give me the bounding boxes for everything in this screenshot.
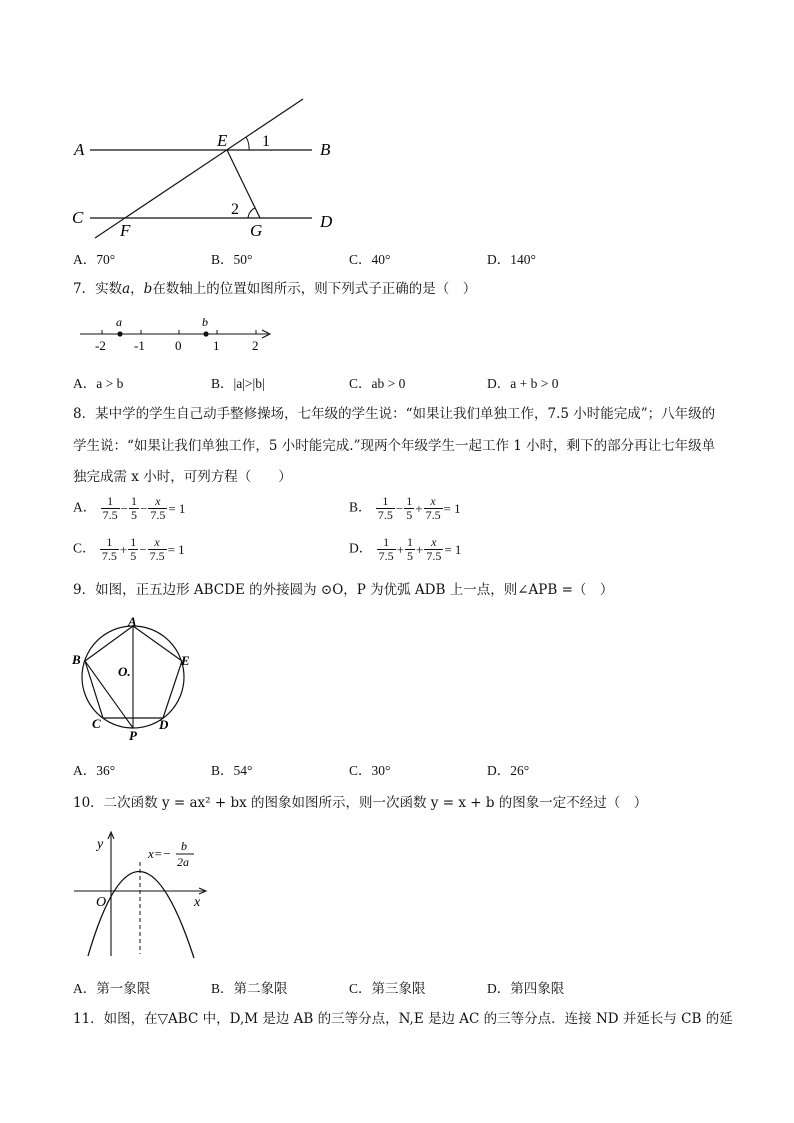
- q10-option-c[interactable]: C．第三象限: [349, 981, 426, 996]
- q9-option-c[interactable]: C．30°: [349, 763, 391, 778]
- q8-stem-line2: 学生说：“如果让我们单独工作，5 小时能完成.”现两个年级学生一起工作 1 小时，剩下的部分再让七年级单: [73, 438, 716, 454]
- tick-label: -1: [134, 338, 145, 353]
- q7-stem: 7．实数a，b在数轴上的位置如图所示，则下列式子正确的是（ ）: [73, 281, 477, 297]
- tick-label: 2: [252, 338, 259, 353]
- q9-stem: 9．如图，正五边形 ABCDE 的外接圆为 ⊙O，P 为优弧 ADB 上一点，则∠APB =（ ）: [73, 582, 614, 598]
- q10-option-b[interactable]: B．第二象限: [211, 981, 288, 996]
- q6-option-b[interactable]: B．50°: [211, 252, 253, 267]
- q10-option-d[interactable]: D．第四象限: [487, 981, 565, 996]
- figure-pentagon-circle: [66, 612, 206, 742]
- point-b: [203, 331, 208, 336]
- q7-option-a[interactable]: A．a > b: [73, 376, 124, 391]
- q6-option-c[interactable]: C．40°: [349, 252, 391, 267]
- q7-option-b[interactable]: B．|a|>|b|: [211, 376, 265, 391]
- tick-label: 1: [213, 338, 220, 353]
- angle-2-arc: [248, 208, 255, 218]
- tick-label: -2: [95, 338, 106, 353]
- pentagon-label-O: O.: [118, 664, 131, 679]
- q8-stem-line1: 8．某中学的学生自己动手整修操场，七年级的学生说：“如果让我们单独工作，7.5 小时能完成”；八年级的: [73, 406, 716, 422]
- q8-option-b[interactable]: B． $\frac{1}{7.5}$ − $\frac{1}{5}$ + $\frac{x}{7.5}$ = 1: [349, 494, 461, 522]
- label-B: B: [320, 140, 331, 159]
- figure-parabola: [66, 826, 216, 962]
- q9-option-b[interactable]: B．54°: [211, 763, 253, 778]
- label-G: G: [250, 221, 263, 240]
- axis-label-y: y: [97, 837, 104, 852]
- q8-option-c[interactable]: C． $\frac{1}{7.5}$ + $\frac{1}{5}$ − $\frac{x}{7.5}$ = 1: [73, 535, 185, 563]
- q7-option-c[interactable]: C．ab > 0: [349, 376, 406, 391]
- symmetry-label: x=−: [148, 846, 172, 861]
- label-A: A: [74, 140, 85, 159]
- q8-option-a[interactable]: A． $\frac{1}{7.5}$ − $\frac{1}{5}$ − $\frac{x}{7.5}$ = 1: [73, 494, 186, 522]
- pentagon-label-P: P: [129, 728, 137, 742]
- number-line: [72, 312, 282, 356]
- label-angle-1: 1: [262, 133, 270, 150]
- pentagon-label-D: D: [159, 717, 169, 732]
- numberline-label-b: b: [202, 315, 208, 329]
- symmetry-num: b: [181, 839, 187, 853]
- q8-stem-line3: 独完成需 x 小时，可列方程（ ）: [73, 469, 292, 485]
- label-D: D: [320, 212, 333, 231]
- numberline-label-a: a: [116, 315, 122, 329]
- origin-label: O: [96, 895, 107, 910]
- q8-option-d[interactable]: D． $\frac{1}{7.5}$ + $\frac{1}{5}$ + $\frac{x}{7.5}$ = 1: [349, 535, 462, 563]
- q6-option-d[interactable]: D．140°: [487, 252, 536, 267]
- q11-stem: 11．如图，在▽ABC 中，D,M 是边 AB 的三等分点，N,E 是边 AC 的三等分点．连接 ND 并延长与 CB 的延: [73, 1011, 733, 1027]
- pentagon-label-E: E: [181, 653, 190, 668]
- tick-label: 0: [175, 338, 182, 353]
- label-F: F: [120, 221, 131, 240]
- symmetry-den: 2a: [177, 855, 189, 869]
- label-angle-2: 2: [231, 201, 239, 218]
- q7-option-d[interactable]: D．a + b > 0: [487, 376, 559, 391]
- point-a: [117, 331, 122, 336]
- q10-option-a[interactable]: A．第一象限: [73, 981, 151, 996]
- q9-option-d[interactable]: D．26°: [487, 763, 530, 778]
- label-E: E: [217, 131, 228, 150]
- angle-1-arc: [246, 137, 249, 150]
- figure-parallel-lines: [60, 88, 360, 248]
- transversal-EF: [95, 99, 303, 238]
- parabola-curve: [88, 871, 194, 958]
- label-C: C: [72, 208, 84, 227]
- q10-stem: 10．二次函数 y = ax² + bx 的图象如图所示，则一次函数 y = x + b 的图象一定不经过（ ）: [73, 795, 648, 811]
- q6-option-a[interactable]: A．70°: [73, 252, 116, 267]
- q9-option-a[interactable]: A．36°: [73, 763, 116, 778]
- pentagon-label-C: C: [92, 716, 101, 731]
- pentagon-label-A: A: [128, 614, 137, 629]
- pentagon-label-B: B: [72, 652, 81, 667]
- axis-label-x: x: [194, 895, 201, 910]
